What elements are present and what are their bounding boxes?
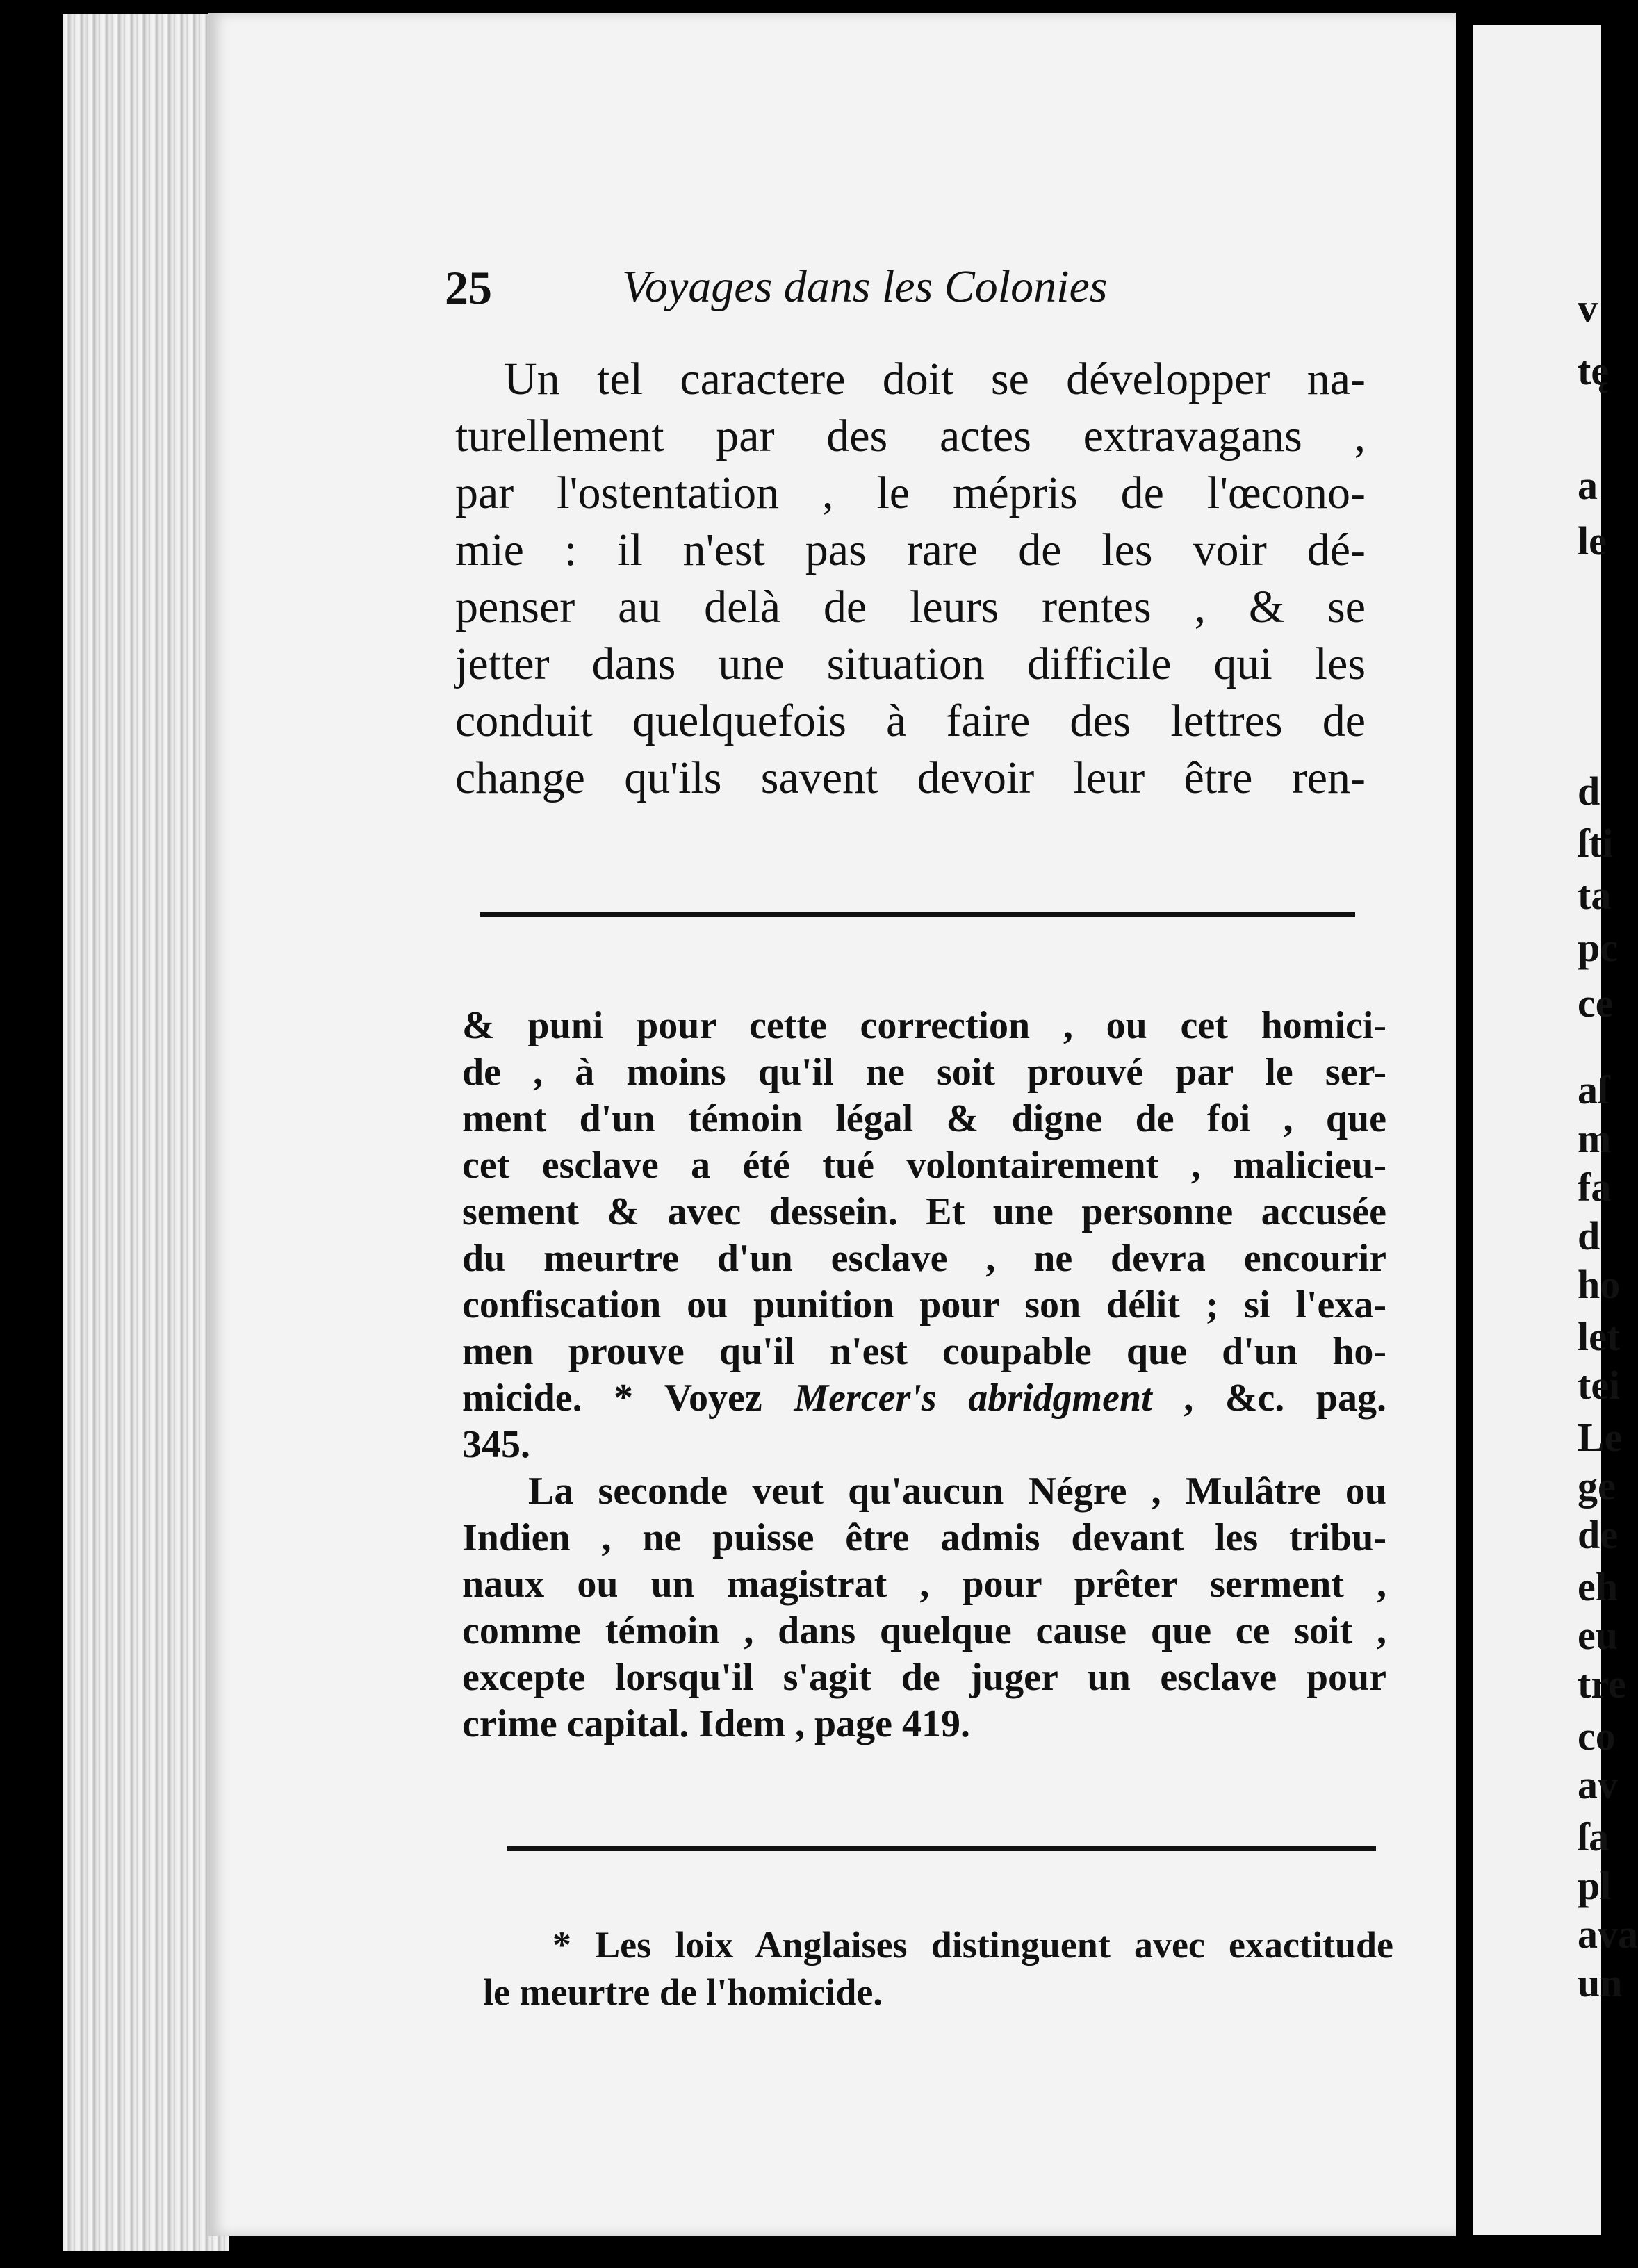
note-ref-after: , &c. pag. [1152, 1377, 1387, 1420]
footnote-line: * Les loix Anglaises distinguent avec exactitude [552, 1924, 1393, 1966]
note-ref-title: Mercer's abridgment [794, 1377, 1152, 1420]
facing-page-fragment: co [1578, 1714, 1616, 1759]
page-number: 25 [445, 261, 492, 314]
facing-page-fragment: de [1578, 1512, 1618, 1557]
facing-page-fragment: a [1578, 463, 1598, 508]
page-header [445, 261, 1390, 323]
note-line: & puni pour cette correction , ou cet homici- [462, 1004, 1386, 1047]
facing-page-fragment: eh [1578, 1564, 1618, 1609]
note-line: Indien , ne puisse être admis devant les tribu- [462, 1516, 1386, 1559]
text-line: par l'ostentation , le mépris de l'œcono- [455, 468, 1366, 518]
notes-block [462, 1003, 1386, 1748]
note-ref-before: micide. * Voyez [462, 1377, 794, 1420]
note-line: men prouve qu'il n'est coupable que d'un ho- [462, 1330, 1386, 1373]
facing-page-fragment: pl [1578, 1863, 1612, 1908]
text-line: jetter dans une situation difficile qui les [455, 639, 1366, 689]
separator-rule [507, 1846, 1376, 1851]
note-line: 345. [462, 1423, 530, 1466]
text-line: penser au delà de leurs rentes , & se [455, 582, 1366, 632]
facing-page-fragment: ho [1578, 1262, 1621, 1307]
note-line: excepte lorsqu'il s'agit de juger un esclave pour [462, 1656, 1386, 1699]
note-line: La seconde veut qu'aucun Négre , Mulâtre ou [528, 1470, 1386, 1513]
facing-page-fragment: d [1578, 1213, 1600, 1258]
facing-page-fragment: ſti [1578, 821, 1614, 866]
facing-page [1473, 25, 1638, 2235]
text-line: change qu'ils savent devoir leur être ren- [455, 753, 1366, 803]
note-line: ment d'un témoin légal & digne de foi , que [462, 1097, 1386, 1140]
note-line: cet esclave a été tué volontairement , malicieu- [462, 1144, 1386, 1187]
facing-page-fragment: ava [1578, 1912, 1638, 1957]
facing-page-fragment: m [1578, 1116, 1612, 1161]
facing-page-fragment: ce [1578, 980, 1614, 1026]
facing-page-fragment: ſa [1578, 1814, 1610, 1859]
facing-page-fragment: ge [1578, 1463, 1616, 1509]
facing-page-fragment: v [1578, 286, 1598, 331]
facing-page-fragment: eu [1578, 1613, 1618, 1658]
note-line: de , à moins qu'il ne soit prouvé par le ser- [462, 1051, 1386, 1094]
facing-page-fragment: tei [1578, 1363, 1621, 1408]
note-line: sement & avec dessein. Et une personne accusée [462, 1190, 1386, 1233]
facing-page-fragment: av [1578, 1762, 1618, 1807]
footnote-line: le meurtre de l'homicide. [483, 1971, 883, 2013]
note-line: confiscation ou punition pour son délit ; si l'exa- [462, 1283, 1386, 1326]
facing-page-fragment: let [1578, 1314, 1621, 1359]
note-line: du meurtre d'un esclave , ne devra encourir [462, 1237, 1386, 1280]
facing-page-fragment: tę [1578, 348, 1610, 393]
note-line: comme témoin , dans quelque cause que ce soit , [462, 1609, 1386, 1652]
footnote [483, 1921, 1393, 2016]
facing-page-fragment: ta [1578, 873, 1612, 918]
note-reference-line [462, 1375, 1386, 1422]
separator-rule [480, 912, 1355, 917]
text-line: Un tel caractere doit se développer na- [504, 354, 1366, 404]
note-line: naux ou un magistrat , pour prêter serment , [462, 1563, 1386, 1606]
facing-page-fragment: pc [1578, 925, 1618, 970]
facing-page-fragment: fa [1578, 1165, 1612, 1210]
text-line: turellement par des actes extravagans , [455, 411, 1366, 461]
facing-page-fragment: aſ [1578, 1067, 1610, 1112]
facing-page-fragment: d [1578, 769, 1600, 814]
running-title: Voyages dans les Colonies [622, 261, 1108, 312]
facing-page-fragment: le [1578, 518, 1607, 564]
facing-page-fragment: un [1578, 1960, 1623, 2005]
text-line: conduit quelquefois à faire des lettres de [455, 696, 1366, 746]
book-page-edges [63, 14, 229, 2251]
main-text [455, 351, 1366, 807]
facing-page-fragment: tre [1578, 1661, 1626, 1707]
note-line: crime capital. Idem , page 419. [462, 1702, 970, 1745]
facing-page-fragment: Le [1578, 1415, 1623, 1460]
text-line: mie : il n'est pas rare de les voir dé- [455, 525, 1366, 575]
